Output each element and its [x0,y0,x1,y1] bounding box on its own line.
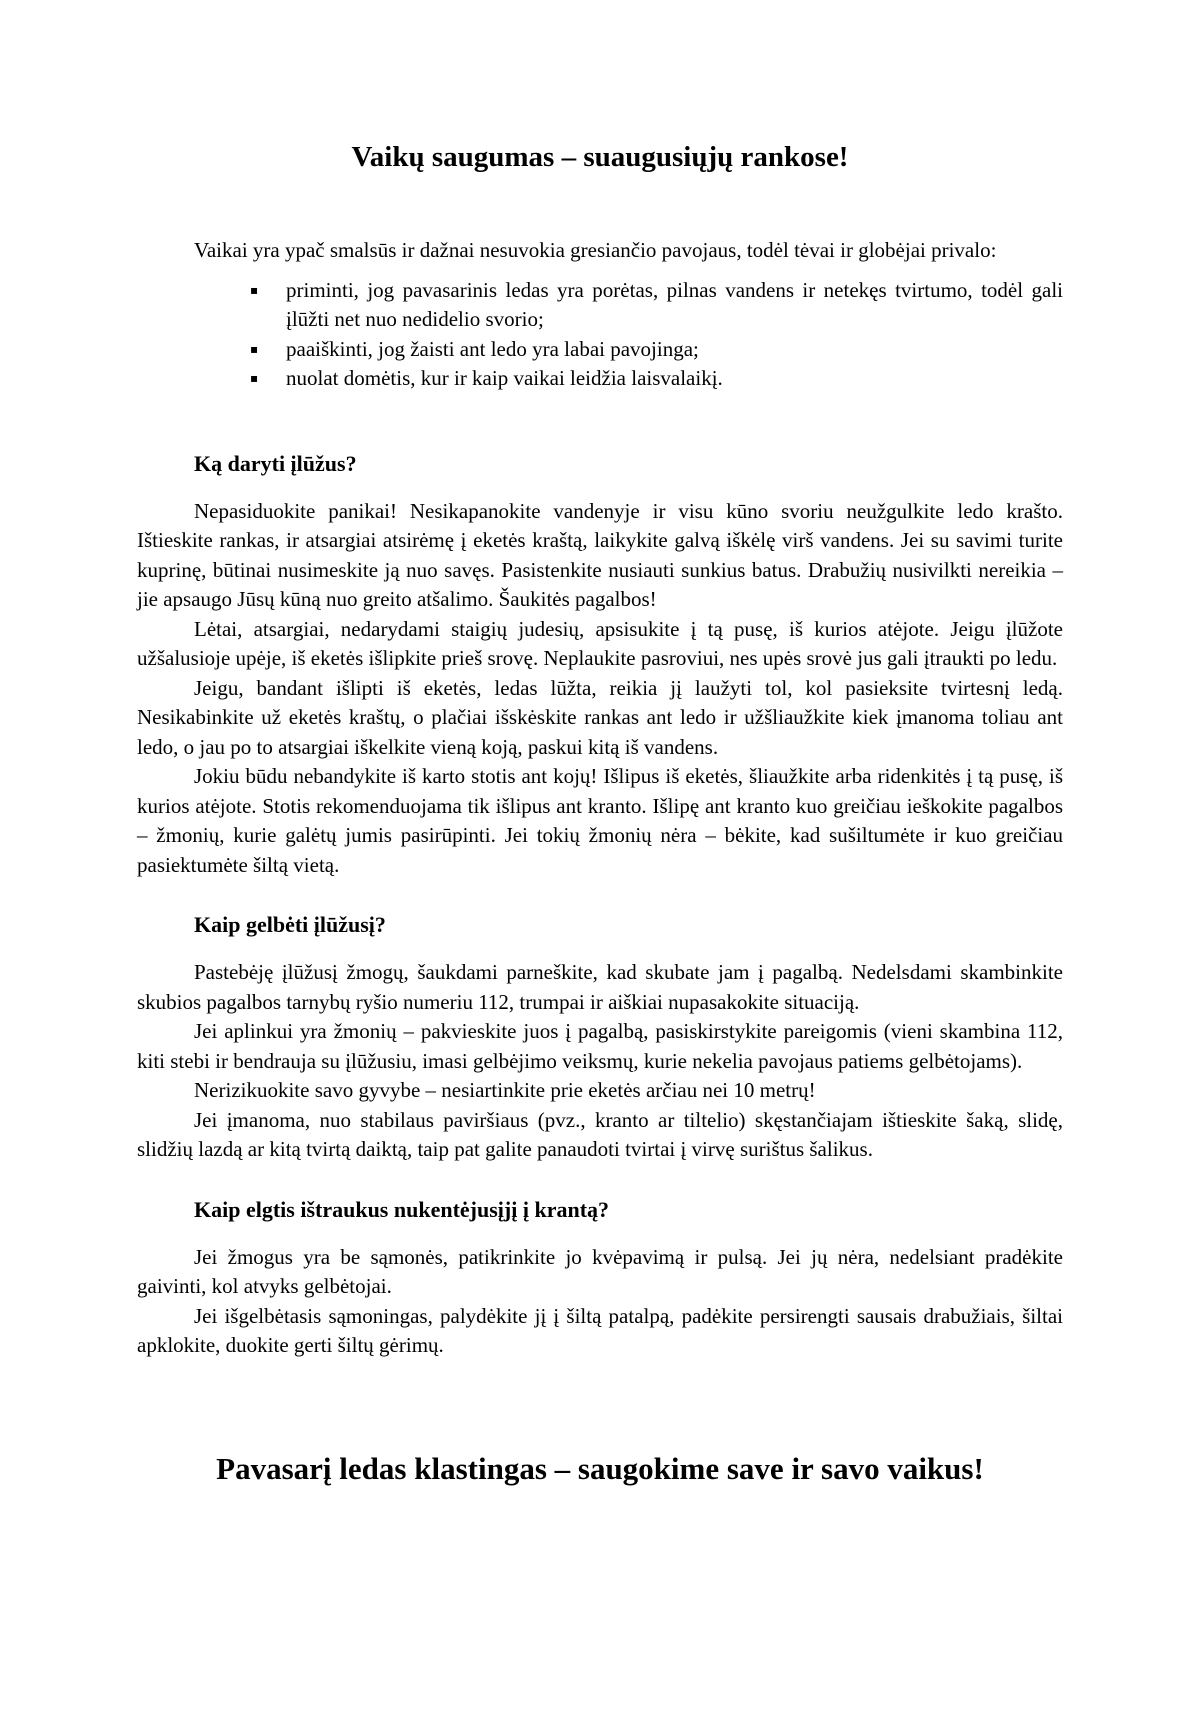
bullet-text: paaiškinti, jog žaisti ant ledo yra labai pavojinga; [286,336,699,361]
bullet-marker-icon: ▪ [250,371,259,385]
bullet-marker-icon: ▪ [250,282,259,297]
section-how-to-rescue [137,910,1063,1165]
bullet-item [250,276,1063,335]
document-title: Vaikų saugumas – suaugusiųjų rankose! [351,141,849,173]
section-heading: Kaip gelbėti įlūžusį? [194,912,386,937]
bullet-item [250,364,1063,394]
bullet-list [137,276,1063,394]
body-paragraph: Jei išgelbėtasis sąmoningas, palydėkite jį į šiltą patalpą, padėkite persirengti sausais drabužiais, šiltai apklokite, duokite gerti šiltų gėrimų. [137,1303,1063,1357]
bullet-text: nuolat domėtis, kur ir kaip vaikai leidžia laisvalaikį. [286,366,723,390]
body-paragraph: Jeigu, bandant išlipti iš eketės, ledas lūžta, reikia jį laužyti tol, kol pasieksite tvirtesnį ledą. Nesikabinkite už eketės kraštų, o plačiai išskėskite rankas ant ledo ir užšliaužkite kiek įmanoma toliau ant ledo, o jau po to atsargiai iškelkite vieną koją, paskui kitą iš vandens. [137,675,1063,759]
bullet-marker-icon: ▪ [250,341,259,356]
body-paragraph: Nerizikuokite savo gyvybe – nesiartinkite prie eketės arčiau nei 10 metrų! [194,1078,816,1102]
section-heading: Kaip elgtis ištraukus nukentėjusįjį į krantą? [194,1196,610,1222]
body-paragraph: Lėtai, atsargiai, nedarydami staigių judesių, apsisukite į tą pusę, iš kurios atėjote. Jeigu įlūžote užšalusioje upėje, iš eketės išlipkite prieš srovę. Neplaukite pasroviui, nes upės srovė jus gali įtraukti po ledu. [137,616,1063,670]
section-heading: Ką daryti įlūžus? [194,450,357,476]
body-paragraph: Jei įmanoma, nuo stabilaus paviršiaus (pvz., kranto ar tiltelio) skęstančiajam ištieskite šaką, slidę, slidžių lazdą ar kitą tvirtą daiktą, taip pat galite panaudoti tvirtai į virvę surištus šalikus. [137,1107,1063,1161]
section-after-rescue [137,1195,1063,1361]
bullet-item [250,335,1063,365]
body-paragraph: Jei žmogus yra be sąmonės, patikrinkite jo kvėpavimą ir pulsą. Jei jų nėra, nedelsiant pradėkite gaivinti, kol atvyks gelbėtojai. [137,1244,1063,1298]
intro-paragraph: Vaikai yra ypač smalsūs ir dažnai nesuvokia gresiančio pavojaus, todėl tėvai ir globėjai privalo: [194,238,997,262]
body-paragraph: Jei aplinkui yra žmonių – pakvieskite juos į pagalbą, pasiskirstykite pareigomis (vieni skambina 112, kiti stebi ir bendrauja su įlūžusiu, imasi gelbėjimo veiksmų, kurie nekelia pavojaus patiems gelbėtojams). [137,1019,1063,1073]
body-paragraph: Jokiu būdu nebandykite iš karto stotis ant kojų! Išlipus iš eketės, šliaužkite arba ridenkitės į tą pusę, iš kurios atėjote. Stotis rekomenduojama tik išlipus ant kranto. Išlipę ant kranto kuo greičiau ieškokite pagalbos – žmonių, kurie galėtų jumis pasirūpinti. Jei tokių žmonių nėra – bėkite, kad sušiltumėte ir kuo greičiau pasiektumėte šiltą vietą. [137,764,1063,877]
closing-statement: Pavasarį ledas klastingas – saugokime save ir savo vaikus! [216,1450,984,1486]
body-paragraph: Nepasiduokite panikai! Nesikapanokite vandenyje ir visu kūno svoriu neužgulkite ledo krašto. Ištieskite rankas, ir atsargiai atsirėmę į eketės kraštą, laikykite galvą iškėlę virš vandens. Jei su savimi turite kuprinę, būtinai nusimeskite ją nuo savęs. Pasistenkite nusiauti sunkius batus. Drabužių nusivilkti nereikia – jie apsaugo Jūsų kūną nuo greito atšalimo. Šaukitės pagalbos! [137,498,1063,611]
body-paragraph: Pastebėję įlūžusį žmogų, šaukdami parneškite, kad skubate jam į pagalbą. Nedelsdami skambinkite skubios pagalbos tarnybų ryšio numeriu 112, trumpai ir aiškiai nupasakokite situaciją. [137,960,1063,1014]
section-what-to-do-if-fallen-through [137,449,1063,881]
bullet-text: priminti, jog pavasarinis ledas yra porėtas, pilnas vandens ir netekęs tvirtumo, todėl gali įlūžti net nuo nedidelio svorio; [286,277,1063,331]
